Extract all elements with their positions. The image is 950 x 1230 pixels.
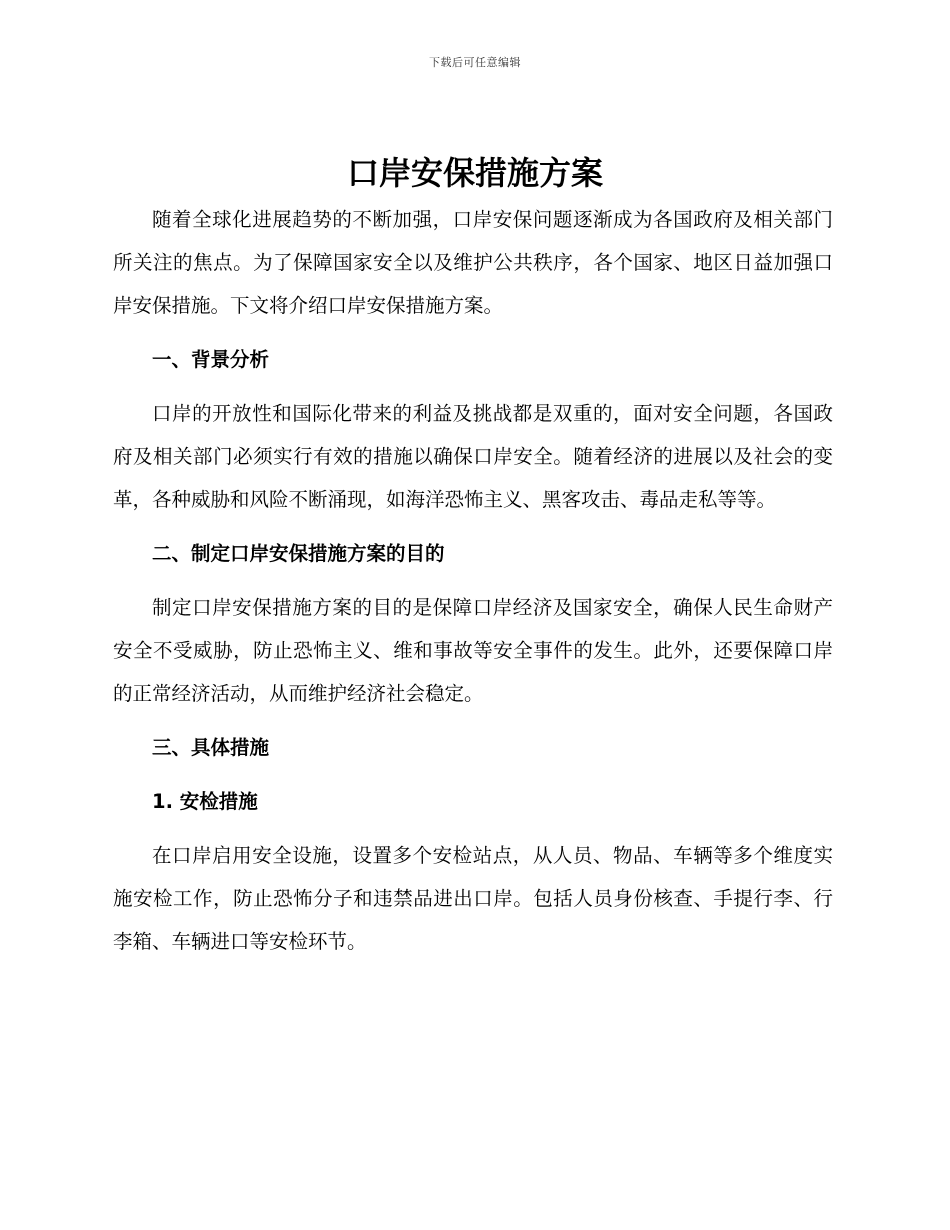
section-paragraph-purpose: 制定口岸安保措施方案的目的是保障口岸经济及国家安全，确保人民生命财产安全不受威胁，防止恐怖主义、维和事故等安全事件的发生。此外，还要保障口岸的正常经济活动，从而维护经济社会稳定。 [113, 596, 833, 705]
document-body [113, 198, 833, 963]
spacer [113, 823, 833, 834]
spacer [113, 327, 833, 338]
spacer [113, 769, 833, 780]
spacer [113, 715, 833, 726]
page-header-note: 下载后可任意编辑 [429, 56, 521, 69]
section-heading-purpose: 二、制定口岸安保措施方案的目的 [152, 542, 445, 565]
spacer [113, 381, 833, 392]
section-heading-background: 一、背景分析 [152, 348, 270, 371]
subsection-paragraph-security-check: 在口岸启用安全设施，设置多个安检站点，从人员、物品、车辆等多个维度实施安检工作，防止恐怖分子和违禁品进出口岸。包括人员身份核查、手提行李、行李箱、车辆进口等安检环节。 [113, 844, 833, 953]
spacer [113, 521, 833, 532]
subsection-heading-security-check: 1. 安检措施 [152, 790, 258, 813]
document-title: 口岸安保措施方案 [346, 154, 603, 192]
section-paragraph-background: 口岸的开放性和国际化带来的利益及挑战都是双重的，面对安全问题，各国政府及相关部门必须实行有效的措施以确保口岸安全。随着经济的进展以及社会的变革，各种威胁和风险不断涌现，如海洋恐怖主义、黑客攻击、毒品走私等等。 [113, 402, 833, 511]
section-heading-measures: 三、具体措施 [152, 736, 270, 759]
intro-paragraph: 随着全球化进展趋势的不断加强，口岸安保问题逐渐成为各国政府及相关部门所关注的焦点。为了保障国家安全以及维护公共秩序，各个国家、地区日益加强口岸安保措施。下文将介绍口岸安保措施方案。 [113, 208, 833, 317]
spacer [113, 575, 833, 586]
